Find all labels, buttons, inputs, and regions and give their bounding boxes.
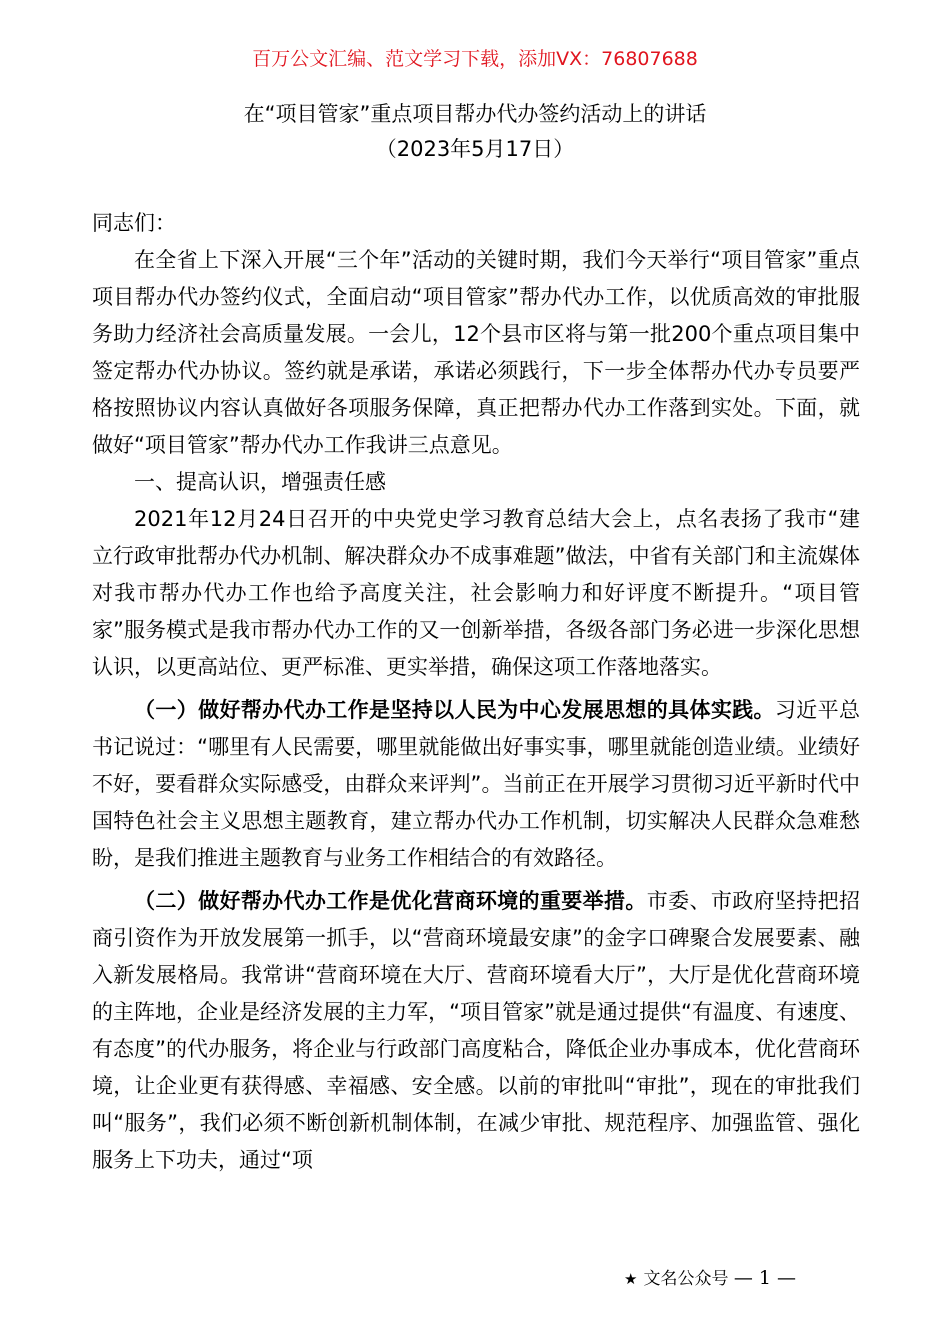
document-body xyxy=(92,205,860,1179)
subsection-2-text: 市委、市政府坚持把招商引资作为开放发展第一抓手，以“营商环境最安康”的金字口碑聚合发展要素、融入新发展格局。我常讲“营商环境在大厅、营商环境看大厅”，大厅是优化营商环境的主阵地，企业是经济发展的主力军，“项目管家”就是通过提供“有温度、有速度、有态度”的代办服务，将企业与行政部门高度粘合，降低企业办事成本，优化营商环境，让企业更有获得感、幸福感、安全感。以前的审批叫“审批”，现在的审批我们叫“服务”，我们必须不断创新机制体制，在减少审批、规范程序、加强监管、强化服务上下功夫，通过“项 xyxy=(92,889,861,1172)
document-date: （2023年5月17日） xyxy=(375,137,575,161)
watermark-banner xyxy=(0,44,950,74)
subsection-1 xyxy=(92,692,860,877)
salutation: 同志们： xyxy=(92,211,176,235)
document-title: 在“项目管家”重点项目帮办代办签约活动上的讲话 xyxy=(243,102,707,126)
star-icon: ★ xyxy=(624,1270,638,1288)
footer-source: 文名公众号 xyxy=(643,1269,729,1289)
subsection-2 xyxy=(92,883,860,1179)
subsection-1-text: 习近平总书记说过：“哪里有人民需要，哪里就能做出好事实事，哪里就能创造业绩。业绩好不好，要看群众实际感受，由群众来评判”。当前正在开展学习贯彻习近平新时代中国特色社会主义思想主题教育，建立帮办代办工作机制，切实解决人民群众急难愁盼，是我们推进主题教育与业务工作相结合的有效路径。 xyxy=(92,698,860,870)
subsection-2-heading: （二）做好帮办代办工作是优化营商环境的重要举措。 xyxy=(134,889,647,913)
subsection-1-heading: （一）做好帮办代办工作是坚持以人民为中心发展思想的具体实践。 xyxy=(134,698,775,722)
section-heading-1: 一、提高认识，增强责任感 xyxy=(134,470,386,494)
page-footer xyxy=(624,1264,844,1293)
page-number: — 1 — xyxy=(733,1267,797,1289)
paragraph-intro: 在全省上下深入开展“三个年”活动的关键时期，我们今天举行“项目管家”重点项目帮办代办签约仪式，全面启动“项目管家”帮办代办工作，以优质高效的审批服务助力经济社会高质量发展。一会儿，12个县市区将与第一批200个重点项目集中签定帮办代办协议。签约就是承诺，承诺必须践行，下一步全体帮办代办专员要严格按照协议内容认真做好各项服务保障，真正把帮办代办工作落到实处。下面，就做好“项目管家”帮办代办工作我讲三点意见。 xyxy=(92,248,860,457)
paragraph-section-1: 2021年12月24日召开的中央党史学习教育总结大会上，点名表扬了我市“建立行政审批帮办代办机制、解决群众办不成事难题”做法，中省有关部门和主流媒体对我市帮办代办工作也给予高度关注，社会影响力和好评度不断提升。“项目管家”服务模式是我市帮办代办工作的又一创新举措，各级各部门务必进一步深化思想认识，以更高站位、更严标准、更实举措，确保这项工作落地落实。 xyxy=(92,507,860,679)
watermark-text: 百万公文汇编、范文学习下载，添加VX：76807688 xyxy=(252,48,698,70)
